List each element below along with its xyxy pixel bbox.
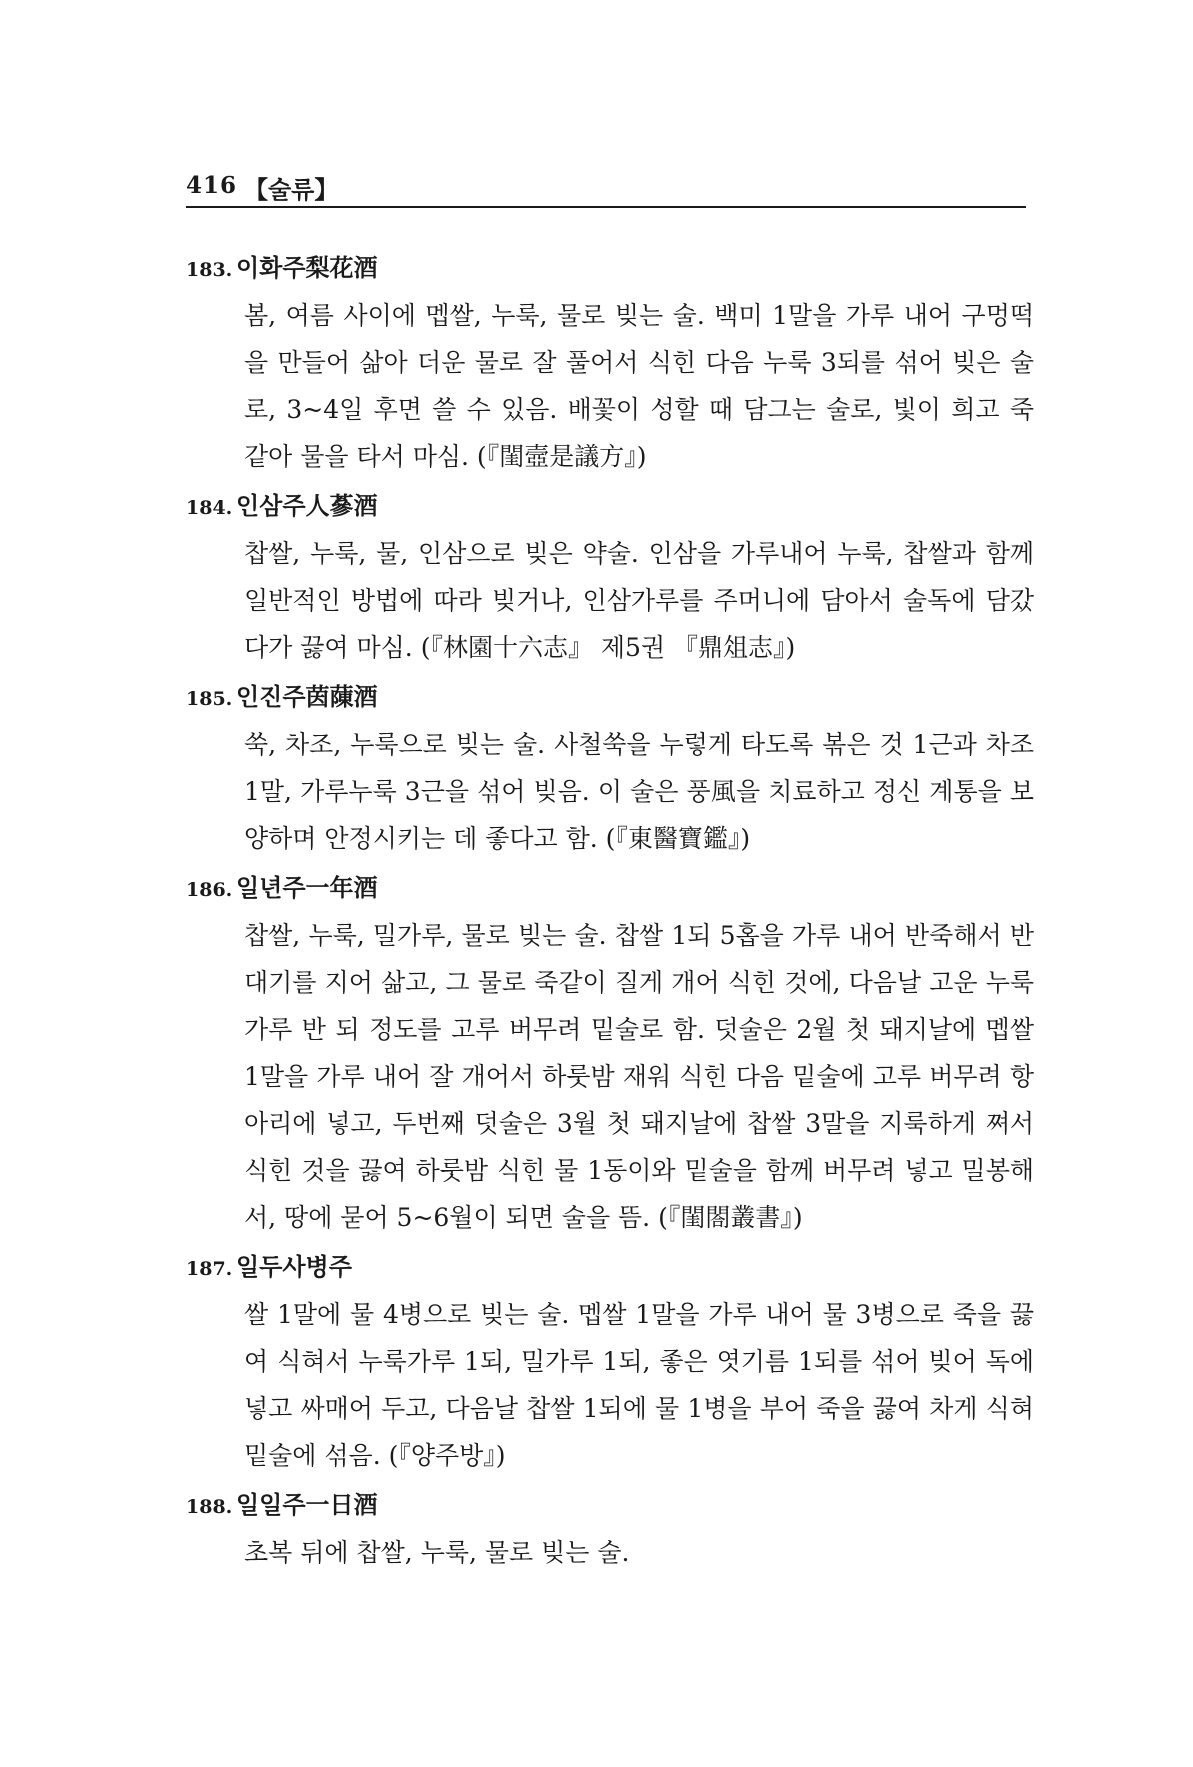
entry-number: 188. — [186, 1496, 233, 1518]
entry-title: 일년주一年酒 — [236, 873, 378, 902]
section-title: 【술류】 — [244, 175, 339, 204]
entry-heading — [186, 866, 1036, 912]
entry-title: 일두사병주 — [236, 1252, 352, 1281]
entry-186 — [186, 866, 1036, 1241]
entry-title: 인진주茵蔯酒 — [236, 682, 378, 711]
entry-title: 이화주梨花酒 — [236, 253, 378, 282]
entry-body: 초복 뒤에 찹쌀, 누룩, 물로 빚는 술. — [244, 1538, 630, 1567]
entry-heading — [186, 675, 1036, 721]
page-header — [186, 158, 1026, 208]
entry-heading — [186, 1245, 1036, 1291]
entry-title: 인삼주人蔘酒 — [236, 491, 378, 520]
entry-183 — [186, 246, 1036, 480]
entry-number: 184. — [186, 497, 233, 519]
page-number: 416 — [186, 172, 238, 199]
entry-number: 183. — [186, 259, 233, 281]
entry-184 — [186, 484, 1036, 671]
entry-188 — [186, 1483, 1036, 1576]
entry-body: 찹쌀, 누룩, 물, 인삼으로 빚은 약술. 인삼을 가루내어 누룩, 찹쌀과 함께 일반적인 방법에 따라 빚거나, 인삼가루를 주머니에 담아서 술독에 담갔다가 끓여 마심. (『林園十六志』 제5권 『鼎俎志』) — [244, 539, 1034, 662]
entry-body: 봄, 여름 사이에 멥쌀, 누룩, 물로 빚는 술. 백미 1말을 가루 내어 구멍떡을 만들어 삶아 더운 물로 잘 풀어서 식힌 다음 누룩 3되를 섞어 빚은 술로, 3~4일 후면 쓸 수 있음. 배꽃이 성할 때 담그는 술로, 빛이 희고 죽 같아 물을 타서 마심. (『閨壼是議方』) — [244, 301, 1034, 471]
entry-title: 일일주一日酒 — [236, 1490, 378, 1519]
entry-heading — [186, 1483, 1036, 1529]
entry-number: 186. — [186, 879, 233, 901]
entry-heading — [186, 484, 1036, 530]
entry-185 — [186, 675, 1036, 862]
entry-list — [186, 246, 1036, 1580]
entry-187 — [186, 1245, 1036, 1479]
entry-heading — [186, 246, 1036, 292]
entry-number: 187. — [186, 1258, 233, 1280]
entry-body: 쑥, 차조, 누룩으로 빚는 술. 사철쑥을 누렇게 타도록 볶은 것 1근과 차조 1말, 가루누룩 3근을 섞어 빚음. 이 술은 풍風을 치료하고 정신 계통을 보양하며 안정시키는 데 좋다고 함. (『東醫寶鑑』) — [244, 730, 1034, 853]
entry-body: 쌀 1말에 물 4병으로 빚는 술. 멥쌀 1말을 가루 내어 물 3병으로 죽을 끓여 식혀서 누룩가루 1되, 밀가루 1되, 좋은 엿기름 1되를 섞어 빚어 독에 넣고 싸매어 두고, 다음날 찹쌀 1되에 물 1병을 부어 죽을 끓여 차게 식혀 밑술에 섞음. (『양주방』) — [244, 1300, 1034, 1470]
entry-number: 185. — [186, 688, 233, 710]
entry-body: 찹쌀, 누룩, 밀가루, 물로 빚는 술. 찹쌀 1되 5홉을 가루 내어 반죽해서 반대기를 지어 삶고, 그 물로 죽같이 질게 개어 식힌 것에, 다음날 고운 누룩가루 반 되 정도를 고루 버무려 밑술로 함. 덧술은 2월 첫 돼지날에 멥쌀 1말을 가루 내어 잘 개어서 하룻밤 재워 식힌 다음 밑술에 고루 버무려 항아리에 넣고, 두번째 덧술은 3월 첫 돼지날에 찹쌀 3말을 지룩하게 쪄서 식힌 것을 끓여 하룻밤 식힌 물 1동이와 밑술을 함께 버무려 넣고 밀봉해서, 땅에 묻어 5~6월이 되면 술을 뜸. (『閨閤叢書』) — [244, 921, 1034, 1232]
